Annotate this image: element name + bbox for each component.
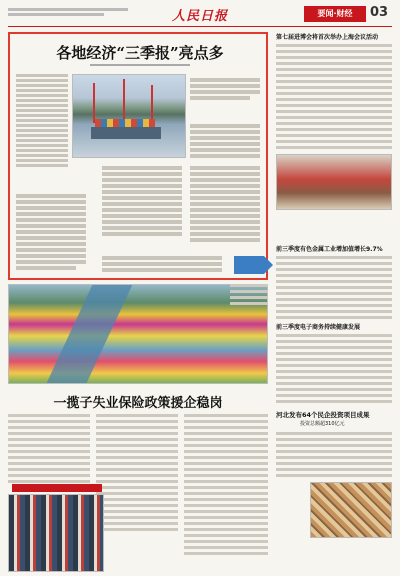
job-fair-photo bbox=[8, 494, 104, 572]
right-headline-4-sub: 投资总额超310亿元 bbox=[300, 421, 345, 427]
lower-article-body-3 bbox=[184, 414, 268, 558]
right-headline-1[interactable]: 第七届进博会将首次举办上海会议活动 bbox=[276, 34, 379, 41]
right-article-photo bbox=[276, 154, 392, 210]
right-headline-4[interactable]: 河北发布64个民企投资项目成果 bbox=[276, 411, 370, 419]
right-headline-3[interactable]: 前三季度电子商务持续健康发展 bbox=[276, 324, 361, 331]
flower-field-photo bbox=[8, 284, 268, 384]
right-article-3-body bbox=[276, 334, 392, 406]
right-headline-2[interactable]: 前三季度有色金属工业增加值增长9.7% bbox=[276, 246, 383, 253]
crane-shape bbox=[151, 85, 153, 123]
right-article-4-body bbox=[276, 432, 392, 480]
newspaper-logo: 人民日报 bbox=[172, 9, 229, 24]
header-rule bbox=[8, 26, 392, 27]
main-article-title: 各地经济“三季报”亮点多 bbox=[56, 44, 224, 62]
right-article-1-body bbox=[276, 44, 392, 152]
page-number: 03 bbox=[370, 5, 389, 20]
port-photo bbox=[72, 74, 186, 158]
lower-article-title[interactable]: 一揽子失业保险政策援企稳岗 bbox=[53, 396, 223, 411]
section-label: 要闻·财经 bbox=[304, 6, 366, 22]
lower-article-body-2 bbox=[96, 414, 178, 534]
masthead-meta bbox=[8, 8, 128, 16]
right-article-2-body bbox=[276, 256, 392, 322]
main-article[interactable] bbox=[8, 32, 268, 280]
main-article-lede bbox=[16, 74, 68, 167]
river-shape bbox=[46, 285, 133, 384]
crane-shape bbox=[93, 83, 95, 123]
arrow-marker-icon bbox=[234, 256, 264, 274]
containers-shape bbox=[95, 119, 155, 127]
walnut-photo bbox=[310, 482, 392, 538]
photo-banner bbox=[12, 484, 102, 492]
crane-shape bbox=[123, 79, 125, 123]
photo-caption bbox=[230, 284, 268, 308]
main-article-byline bbox=[90, 64, 190, 66]
lower-article-body-1 bbox=[8, 414, 90, 486]
ship-shape bbox=[91, 127, 161, 139]
